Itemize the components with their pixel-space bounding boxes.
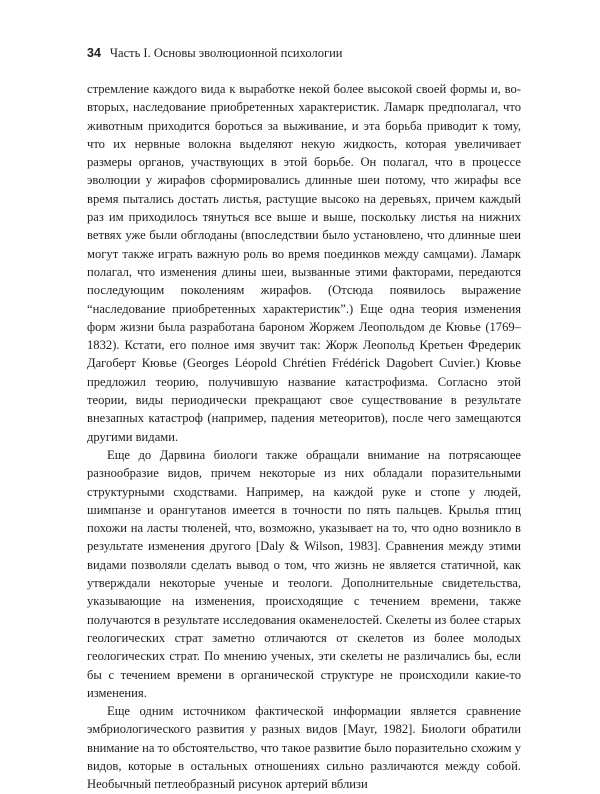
paragraph: Еще до Дарвина биологи также обращали внимание на потрясающее разнообразие видов, причем некоторые из них обладали поразительными структурными сходствами. Например, на каждой руке и стопе у людей, шимпанзе и орангутанов имеется в точности по пять пальцев. Крылья птиц похожи на ласты тюленей, что, возможно, указывает на то, что одно возникло в результате изменения другого [Daly & Wilson, 1983]. Сравнения между этими видами позволяли сделать вывод о том, что жизнь не является статичной, как утверждали некоторые ученые и теологи. Дополнительные свидетельства, указывающие на изменения, происходящие с течением времени, также получаются в результате исследования окаменелостей. Скелеты из более старых геологических страт заметно отличаются от скелетов из более молодых геологических страт. По мнению ученых, эти скелеты не различались бы, если бы с течением времени в органической структуре не происходили какие-то изменения.	[87, 447, 521, 700]
paragraph: Еще одним источником фактической информации является сравнение эмбриологического развития у разных видов [Mayr, 1982]. Биологи обратили внимание на то обстоятельство, что такое развитие было поразительно схожим у видов, которые в остальных отношениях сильно различаются между собой. Необычный петлеобразный рисунок артерий вблизи	[87, 704, 521, 792]
page-number: 34	[87, 46, 101, 60]
body-text	[87, 80, 521, 794]
paragraph: стремление каждого вида к выработке некой более высокой своей формы и, во-вторых, наследование приобретенных характеристик. Ламарк предполагал, что животным приходится бороться за выживание, и эта борьба приводит к тому, что их нервные волокна выделяют некую жидкость, которая увеличивает размеры органов, участвующих в этой борьбе. Он полагал, что в процессе эволюции у жирафов сформировались длинные шеи потому, что жирафы все время пытались достать листья, растущие высоко на деревьях, причем каждый раз им приходилось тянуться все выше и выше, поскольку листья на нижних ветвях уже были обглоданы (впоследствии было установлено, что длинные шеи могут также играть важную роль во время поединков между самцами). Ламарк полагал, что изменения длины шеи, вызванные этими факторами, передаются последующим поколениям жирафов. (Отсюда появилось выражение “наследование приобретенных характеристик”.) Еще одна теория изменения форм жизни была разработана бароном Жоржем Леопольдом де Кювье (1769–1832). Кстати, его полное имя звучит так: Жорж Леопольд Кретьен Фредерик Дагоберт Кювье (Georges Léopold Chrétien Frédérick Dagobert Cuvier.) Кювье предложил теорию, получившую название катастрофизма. Согласно этой теории, виды периодически прекращают свое существование в результате внезапных катастроф (например, падения метеоритов), после чего замещаются другими видами.	[87, 82, 521, 444]
running-header	[87, 44, 527, 62]
running-title: Часть I. Основы эволюционной психологии	[109, 46, 343, 60]
